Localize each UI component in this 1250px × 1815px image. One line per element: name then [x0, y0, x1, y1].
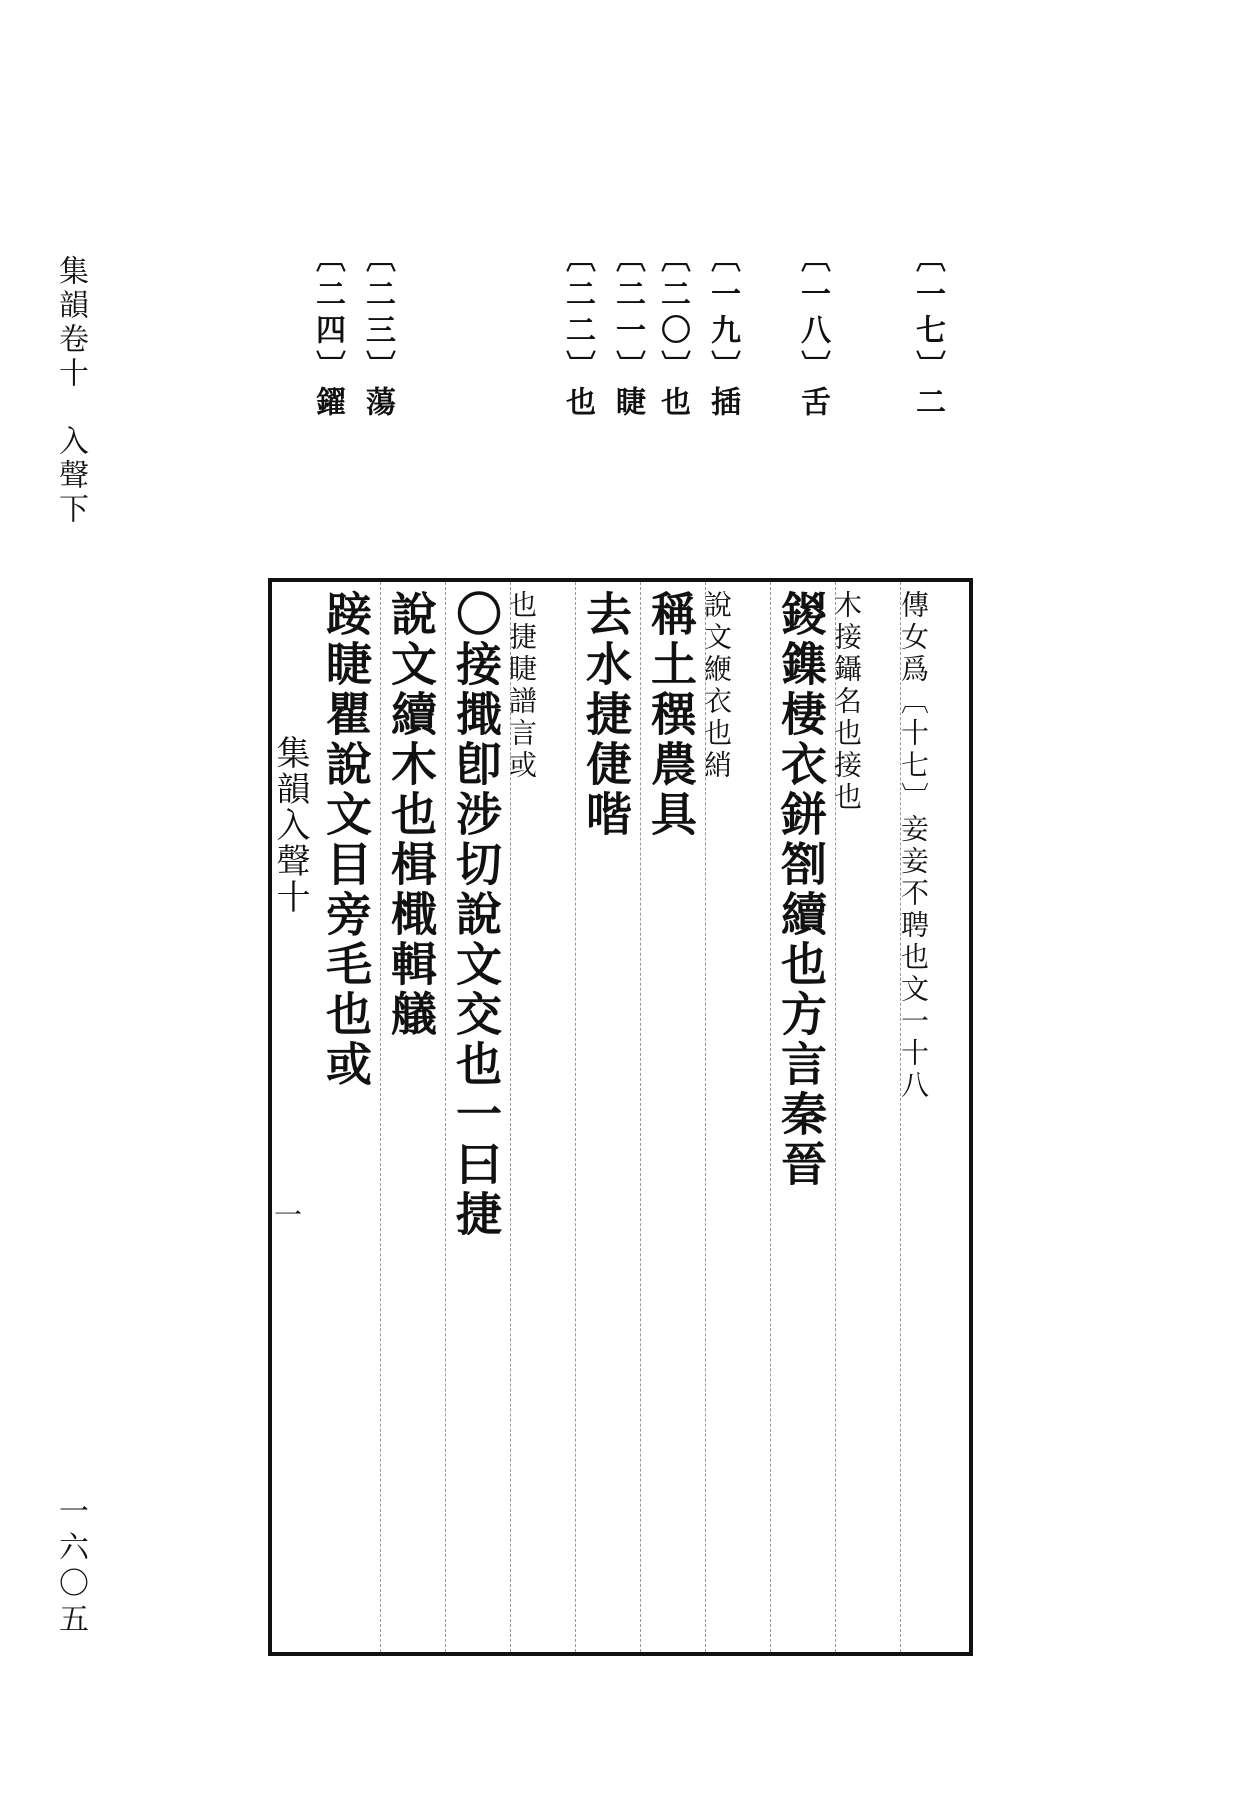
column-text: 踥睫瞿說文目旁毛也或 [319, 590, 373, 1090]
text-column [308, 590, 383, 1650]
column-divider [705, 582, 706, 1652]
column-text: 說文緶衣也綃 [700, 590, 733, 782]
collation-note: 〔二三〕蕩 [360, 242, 395, 422]
column-text: 木接鑷名也接也 [830, 590, 863, 814]
column-divider [510, 582, 511, 1652]
text-column [503, 590, 578, 1650]
column-divider [575, 582, 576, 1652]
collation-note: 〔二四〕鑃 [310, 242, 345, 422]
text-column [438, 590, 513, 1650]
page-number: 一六〇五 [53, 1495, 88, 1639]
text-column [373, 590, 448, 1650]
column-text: 傳女爲〔十七〕妾妾不聘也文一十八 [897, 590, 930, 1102]
column-text: 鍐鏶棲衣鉼劄續也方言秦晉 [774, 590, 828, 1190]
column-divider [445, 582, 446, 1652]
fold-page: 一 [270, 1200, 303, 1228]
collation-note: 〔一九〕插 [705, 242, 740, 422]
column-divider [900, 582, 901, 1652]
collation-note: 〔二二〕也 [560, 242, 595, 422]
collation-note: 〔二〇〕也 [655, 242, 690, 422]
column-text: 去水捷倢喈 [579, 590, 633, 840]
text-column [698, 590, 773, 1650]
text-column [895, 590, 970, 1650]
collation-note: 〔一八〕舌 [795, 242, 830, 422]
column-text: 〇接擑卽涉切說文交也一曰捷 [449, 590, 503, 1240]
column-text: 說文續木也楫檝輯艤 [384, 590, 438, 1040]
collation-note: 〔一七〕二 [910, 242, 945, 422]
text-column [763, 590, 838, 1650]
collation-note: 〔二一〕睫 [610, 242, 645, 422]
column-divider [380, 582, 381, 1652]
text-column [828, 590, 903, 1650]
column-divider [770, 582, 771, 1652]
column-text: 稱土穓農具 [644, 590, 698, 840]
fold-title: 集韻入聲十 [270, 735, 310, 915]
column-divider [835, 582, 836, 1652]
text-column [568, 590, 643, 1650]
column-text: 也捷睫譜言或 [505, 590, 538, 782]
running-title: 集韻卷十 入聲下 [53, 255, 88, 527]
text-column [633, 590, 708, 1650]
column-divider [640, 582, 641, 1652]
